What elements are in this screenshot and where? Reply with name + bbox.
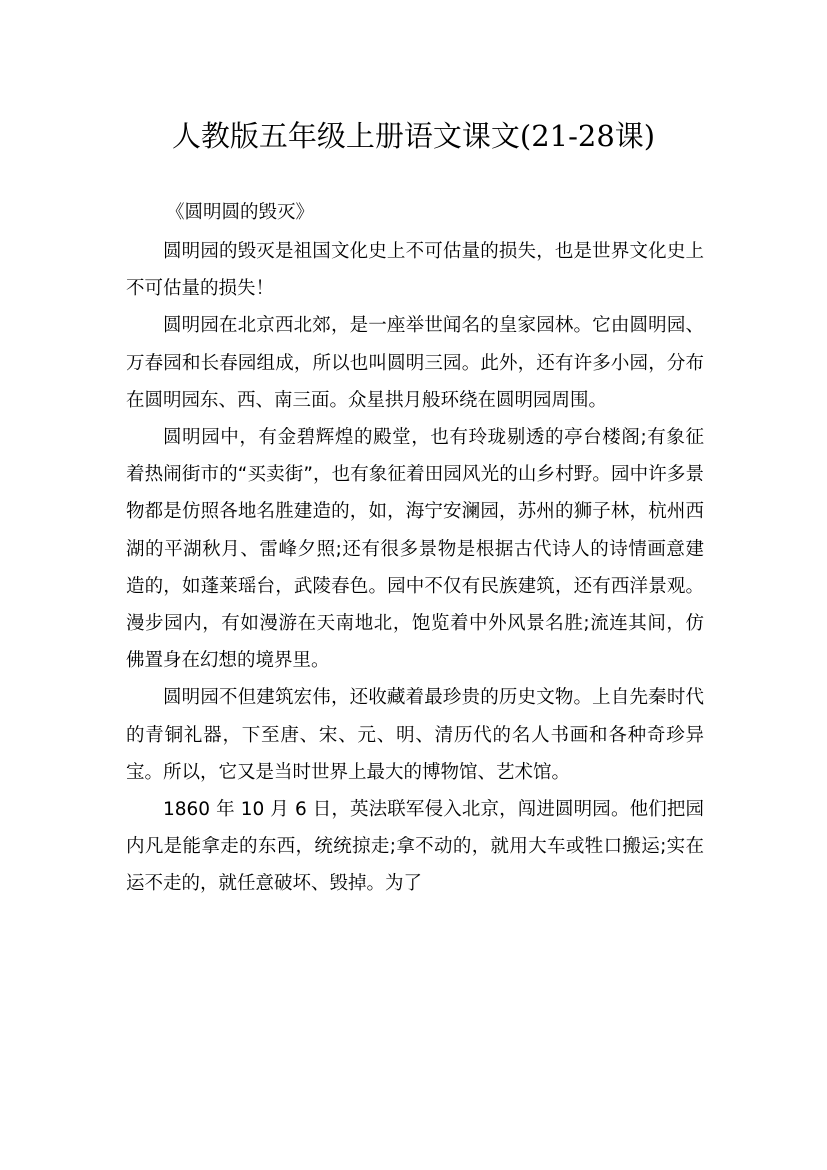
paragraph-1: 圆明园的毁灭是祖国文化史上不可估量的损失，也是世界文化史上不可估量的损失！ [126,241,704,300]
paragraph-4: 圆明园不但建筑宏伟，还收藏着最珍贵的历史文物。上自先秦时代的青铜礼器，下至唐、宋、元、明、清历代的名人书画和各种奇珍异宝。所以，它又是当时世界上最大的博物馆、艺术馆。 [126,687,704,783]
paragraph-2: 圆明园在北京西北郊，是一座举世闻名的皇家园林。它由圆明园、万春园和长春园组成，所以也叫圆明三园。此外，还有许多小园，分布在圆明园东、西、南三面。众星拱月般环绕在圆明园周围。 [126,315,704,411]
paragraph-5: 1860 年 10 月 6 日，英法联军侵入北京，闯进圆明园。他们把园内凡是能拿走的东西，统统掠走;拿不动的，就用大车或牲口搬运;实在运不走的，就任意破坏、毁掉。为了 [126,799,704,895]
lesson-title: 《圆明圆的毁灭》 [166,202,315,223]
document-body [126,192,704,903]
document-title: 人教版五年级上册语文课文(21-28课) [171,119,656,154]
paragraph-3: 圆明园中，有金碧辉煌的殿堂，也有玲珑剔透的亭台楼阁;有象征着热闹街市的“买卖街”，也有象征着田园风光的山乡村野。园中许多景物都是仿照各地名胜建造的，如，海宁安澜园，苏州的狮子林，杭州西湖的平湖秋月、雷峰夕照;还有很多景物是根据古代诗人的诗情画意建造的，如蓬莱瑶台，武陵春色。园中不仅有民族建筑，还有西洋景观。漫步园内，有如漫游在天南地北，饱览着中外风景名胜;流连其间，仿佛置身在幻想的境界里。 [126,427,704,672]
